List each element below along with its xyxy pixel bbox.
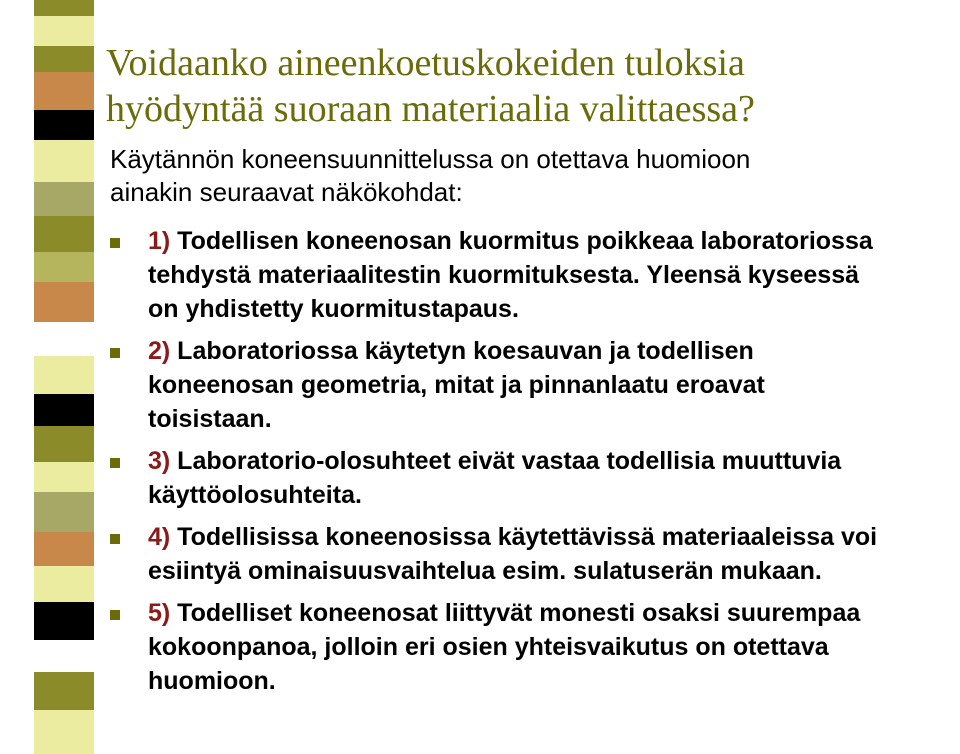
stripe-segment <box>34 394 94 426</box>
intro-line: ainakin seuraavat näkökohdat: <box>110 177 463 207</box>
stripe-segment <box>34 492 94 532</box>
decorative-stripe <box>34 0 94 754</box>
stripe-segment <box>34 672 94 710</box>
stripe-segment <box>34 0 94 16</box>
stripe-segment <box>34 72 94 110</box>
list-item <box>110 596 960 698</box>
square-bullet-icon <box>110 238 120 248</box>
list-item <box>110 224 960 326</box>
list-item <box>110 520 960 588</box>
item-text: Laboratoriossa käytetyn koesauvan ja todellisen <box>170 337 754 365</box>
stripe-segment <box>34 426 94 462</box>
list-item <box>110 444 960 512</box>
stripe-segment <box>34 566 94 602</box>
stripe-segment <box>34 16 94 46</box>
item-number: 4) <box>148 523 171 551</box>
square-bullet-icon <box>110 534 120 544</box>
square-bullet-icon <box>110 348 120 358</box>
stripe-segment <box>34 110 94 140</box>
item-line: käyttöolosuhteita. <box>148 481 362 509</box>
item-text: Todellisissa koneenosissa käytettävissä materiaaleissa voi <box>170 523 878 551</box>
item-number: 2) <box>148 337 171 365</box>
item-line: on yhdistetty kuormitustapaus. <box>148 295 519 323</box>
item-text: Laboratorio-olosuhteet eivät vastaa todellisia muuttuvia <box>170 447 842 475</box>
item-line: esiintyä ominaisuusvaihtelua esim. sulatuserän mukaan. <box>148 557 822 585</box>
item-line: huomioon. <box>148 667 276 695</box>
stripe-segment <box>34 602 94 640</box>
bullet-list <box>110 224 960 706</box>
item-line: kokoonpanoa, jolloin eri osien yhteisvaikutus on otettava <box>148 633 829 661</box>
stripe-segment <box>34 182 94 216</box>
item-number: 5) <box>148 599 171 627</box>
title-line: Voidaanko aineenkoetuskokeiden tuloksia <box>106 42 745 84</box>
item-first-line <box>148 520 960 554</box>
item-text: Todellisen koneenosan kuormitus poikkeaa laboratoriossa <box>170 227 873 255</box>
item-line: tehdystä materiaalitestin kuormituksesta. Yleensä kyseessä <box>148 261 860 289</box>
square-bullet-icon <box>110 458 120 468</box>
item-line: koneenosan geometria, mitat ja pinnanlaatu eroavat <box>148 371 765 399</box>
item-number: 1) <box>148 227 171 255</box>
item-first-line <box>148 444 960 478</box>
stripe-segment <box>34 282 94 322</box>
item-first-line <box>148 224 960 258</box>
stripe-segment <box>34 140 94 182</box>
intro-line: Käytännön koneensuunnittelussa on otettava huomioon <box>110 144 751 174</box>
item-first-line <box>148 334 960 368</box>
stripe-segment <box>34 532 94 566</box>
stripe-segment <box>34 640 94 672</box>
title-line: hyödyntää suoraan materiaalia valittaessa? <box>106 88 755 130</box>
item-first-line <box>148 596 960 630</box>
stripe-segment <box>34 216 94 252</box>
item-text: Todelliset koneenosat liittyvät monesti osaksi suurempaa <box>170 599 861 627</box>
stripe-segment <box>34 462 94 492</box>
square-bullet-icon <box>110 610 120 620</box>
intro-text <box>110 143 950 209</box>
slide-title <box>106 40 946 132</box>
stripe-segment <box>34 252 94 282</box>
item-number: 3) <box>148 447 171 475</box>
stripe-segment <box>34 322 94 356</box>
stripe-segment <box>34 356 94 394</box>
list-item <box>110 334 960 436</box>
item-line: toisistaan. <box>148 405 272 433</box>
stripe-segment <box>34 710 94 754</box>
stripe-segment <box>34 46 94 72</box>
